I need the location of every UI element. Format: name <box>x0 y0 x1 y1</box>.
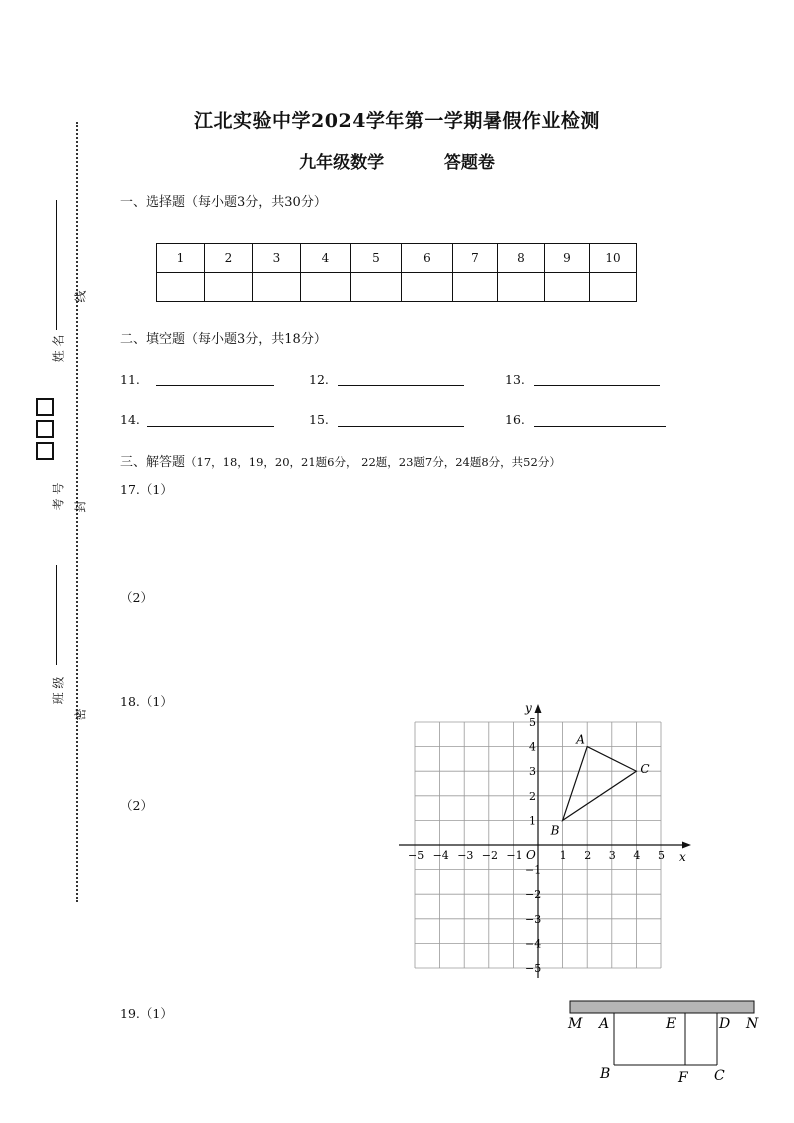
y-tick-label: −2 <box>525 888 542 902</box>
table-header-cell: 2 <box>205 244 253 273</box>
point-label: B <box>550 823 560 838</box>
label-n: N <box>746 1016 759 1032</box>
answer-cell[interactable] <box>205 273 253 302</box>
q17-part1: 17.（1） <box>120 482 173 497</box>
point-labels <box>550 733 650 838</box>
q18-part2: （2） <box>120 798 153 813</box>
class-label: 班 级 <box>51 676 66 705</box>
table-row <box>157 273 637 302</box>
x-tick-label: −2 <box>481 849 499 862</box>
exam-number-box[interactable] <box>36 398 54 416</box>
y-tick-label: −1 <box>525 863 542 877</box>
section2-heading: 二、填空题（每小题3分，共18分） <box>120 332 327 347</box>
blank-label-12: 12. <box>309 372 329 387</box>
blank-14[interactable] <box>147 426 274 427</box>
section3-heading <box>120 451 561 470</box>
subtitle-subject: 九年级数学 <box>299 153 385 173</box>
x-tick-label: −1 <box>506 849 523 862</box>
blank-12[interactable] <box>338 385 464 386</box>
exam-number-box[interactable] <box>36 442 54 460</box>
y-axis-label: y <box>525 701 532 715</box>
x-tick-label: 2 <box>584 849 592 862</box>
seal-feng: 封 <box>73 500 88 513</box>
choice-answer-table <box>156 243 637 302</box>
origin-label: O <box>526 848 536 862</box>
page-title: 江北实验中学2024学年第一学期暑假作业检测 <box>194 110 600 132</box>
q18-part1: 18.（1） <box>120 694 173 709</box>
x-tick-label: 3 <box>608 849 616 862</box>
name-label: 姓 名 <box>51 334 66 363</box>
x-axis-label: x <box>679 850 686 864</box>
x-tick-label: 5 <box>658 849 665 862</box>
answer-cell[interactable] <box>402 273 453 302</box>
label-a: A <box>599 1016 610 1032</box>
x-tick-label: −5 <box>408 849 425 862</box>
label-f: F <box>678 1070 688 1086</box>
x-tick-label: −3 <box>457 849 474 862</box>
section1-heading: 一、选择题（每小题3分，共30分） <box>120 195 327 210</box>
exam-number-box[interactable] <box>36 420 54 438</box>
table-header-row <box>157 244 637 273</box>
label-m: M <box>568 1016 583 1032</box>
blank-11[interactable] <box>156 385 274 386</box>
seal-mi: 密 <box>73 708 88 721</box>
answer-cell[interactable] <box>590 273 637 302</box>
answer-cell[interactable] <box>351 273 402 302</box>
blank-15[interactable] <box>338 426 464 427</box>
table-header-cell: 5 <box>351 244 402 273</box>
q17-part2: （2） <box>120 590 153 605</box>
x-tick-label: −4 <box>432 849 449 862</box>
table-header-cell: 4 <box>301 244 351 273</box>
y-tick-label: 1 <box>529 814 536 828</box>
y-tick-label: −3 <box>525 912 542 926</box>
label-c: C <box>714 1068 725 1084</box>
point-label: C <box>640 762 650 777</box>
label-b: B <box>600 1066 611 1082</box>
answer-cell[interactable] <box>498 273 545 302</box>
section3-heading-main: 三、解答题 <box>120 455 186 470</box>
blank-label-11: 11. <box>120 372 140 387</box>
table-header-cell: 8 <box>498 244 545 273</box>
table-header-cell: 9 <box>545 244 590 273</box>
y-tick-label: −5 <box>525 962 542 975</box>
answer-cell[interactable] <box>453 273 498 302</box>
blank-13[interactable] <box>534 385 660 386</box>
answer-cell[interactable] <box>545 273 590 302</box>
table-header-cell: 1 <box>157 244 205 273</box>
point-label: A <box>576 732 585 747</box>
q19-part1: 19.（1） <box>120 1006 173 1021</box>
y-tick-label: 2 <box>529 789 536 803</box>
table-header-cell: 7 <box>453 244 498 273</box>
answer-cell[interactable] <box>301 273 351 302</box>
table-header-cell: 10 <box>590 244 637 273</box>
x-axis-arrow <box>682 842 691 849</box>
answer-cell[interactable] <box>253 273 301 302</box>
y-axis-arrow <box>535 704 542 713</box>
y-tick-label: 4 <box>529 740 536 754</box>
blank-label-15: 15. <box>309 412 329 427</box>
triangle-abc <box>563 747 637 821</box>
blank-label-14: 14. <box>120 412 140 427</box>
table-header-cell: 6 <box>402 244 453 273</box>
y-tick-label: 3 <box>529 765 536 779</box>
x-tick-label: 4 <box>633 849 641 862</box>
exam-number-label: 考 号 <box>51 482 66 511</box>
name-underline <box>56 200 57 330</box>
subtitle-sheet: 答题卷 <box>443 153 495 173</box>
x-tick-label: 1 <box>559 849 567 862</box>
table-header-cell: 3 <box>253 244 301 273</box>
seal-xian: 线 <box>73 290 88 303</box>
frame-figure <box>560 995 770 1090</box>
blank-label-13: 13. <box>505 372 525 387</box>
page-subtitle <box>0 148 794 173</box>
section3-heading-note: （17，18，19，20，21题6分， 22题，23题7分，24题8分，共52分） <box>185 455 561 469</box>
blank-label-16: 16. <box>505 412 525 427</box>
coordinate-grid-figure <box>395 695 700 980</box>
y-tick-label: −4 <box>525 937 542 951</box>
class-underline <box>56 565 57 665</box>
answer-cell[interactable] <box>157 273 205 302</box>
ceiling-bar <box>570 1001 754 1013</box>
y-tick-label: 5 <box>529 716 536 729</box>
label-e: E <box>666 1016 677 1032</box>
blank-16[interactable] <box>534 426 666 427</box>
label-d: D <box>719 1016 731 1032</box>
